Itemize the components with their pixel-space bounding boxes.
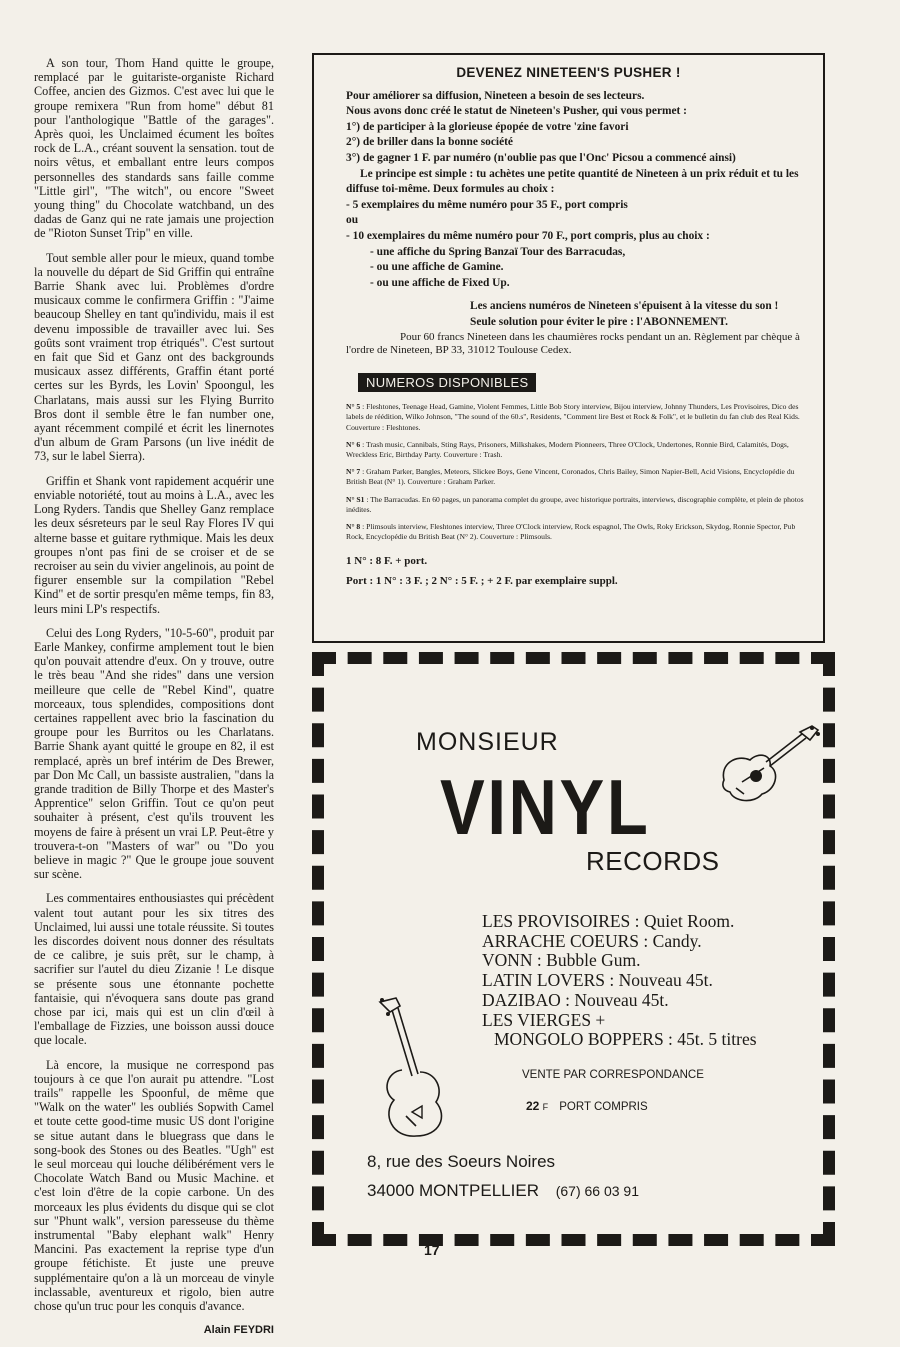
article-column — [34, 56, 274, 1347]
pusher-warning: Les anciens numéros de Nineteen s'épuisent à la vitesse du son ! — [470, 300, 779, 313]
pusher-box — [312, 53, 825, 643]
issue-number: N° 5 — [346, 402, 361, 412]
mail-order-label: VENTE PAR CORRESPONDANCE — [522, 1069, 704, 1081]
mail-order-price — [526, 1099, 648, 1113]
pusher-benefit: 2°) de briller dans la bonne société — [346, 136, 513, 149]
shipping-price: Port : 1 N° : 3 F. ; 2 N° : 5 F. ; + 2 F. par exemplaire suppl. — [346, 574, 618, 587]
pusher-choice: - ou une affiche de Fixed Up. — [370, 276, 510, 289]
guitar-icon — [714, 724, 824, 814]
issue-number: N° 8 — [346, 521, 361, 531]
pusher-or: ou — [346, 214, 359, 227]
article-paragraph: Là encore, la musique ne correspond pas toujours à ce que l'on aurait pu attendre. "Lost trails" rappelle les Spoonful, de même que "Walk on the water" les oubliés Sopwith Camel et toute cette good-time music US dont l'origine se situe autant dans le bluegrass que dans le song-book des Stones ou des Beatles. "Ugh" est le seul morceau qui louche délibérément vers le Chocolate Watch Band ou Music Machine. et c'est loin d'être de la copie carbone. Un des morceaux les plus évidents du disque qui se clot sur "Phunt walk", version paresseuse du thème instrumental "Baby elephant walk" Henry Mancini. Pas exactement la reprise type d'un groupe fétichiste. Et juste une preuve supplémentaire qu'on a là un morceau de vinyle inclassable, aventureux et rigolo, bien autre chose qu'un truc pour les conquis d'avance. — [34, 1057, 274, 1314]
record-item: LATIN LOVERS : Nouveau 45t. — [482, 970, 713, 991]
article-paragraph: Tout semble aller pour le mieux, quand tombe la nouvelle du départ de Sid Griffin qui entraîne Barrie Shank avec lui. Problèmes d'ordre musicaux comme le confirmera Griffin : "J'aime beaucoup Shelley en tant qu'individu, mais il est devenu impossible de travailler avec lui. Ses goûts sont vraiment trop étriqués". C'est surtout en fait que Sid et Ganz ont des backgrounds musicaux assez différents, Graffin étant porté certes sur les Byrds, les Lovin' Spoongul, les Charlatans, mais aussi sur les Flying Burrito Bros dont il semble être le fan number one, ayant récemment compilé et écrit les linernotes d'un album de Gram Parsons (un live inédit de 73, sur le label Sierra). — [34, 250, 274, 464]
shop-phone: (67) 66 03 91 — [555, 1183, 639, 1199]
pusher-warning: Seule solution pour éviter le pire : l'ABONNEMENT. — [470, 315, 728, 328]
price-amount: 22 — [526, 1099, 540, 1113]
records-list — [482, 912, 757, 1050]
pusher-option-2: - 10 exemplaires du même numéro pour 70 F., port compris, plus au choix : — [346, 229, 710, 242]
pusher-title: DEVENEZ NINETEEN'S PUSHER ! — [456, 65, 681, 80]
price-unit: F — [542, 1102, 549, 1112]
pusher-intro: Pour améliorer sa diffusion, Nineteen a besoin de ses lecteurs. — [346, 89, 645, 102]
issue-text: : Plimsouls interview, Fleshtones interview, Three O'Clock interview, Rock espagnol, The Owls, Roky Erickson, Skydog, Ronnie Spector, Pub Rock, Encyclopédie du British Beat (N° 2). Couverture : Plimsouls. — [346, 521, 796, 542]
shop-city-text: 34000 MONTPELLIER — [367, 1181, 539, 1200]
article-paragraph: Griffin et Shank vont rapidement acquérir une enviable notoriété, tout au moins à L.A., avec les Long Ryders. Tandis que Shelley Ganz remplace les deux sésreteurs par le seul Ray Flores IV qui alterne basse et guitare rythmique. Mais les deux groupes n'ont pas fini de se croiser et de se recroiser au sein du vivier angelinois, au point de figurer ensemble sur la compilation "Rebel Kind" et de sortir presqu'en même temps, fin 83, leurs mini LP's respectifs. — [34, 473, 274, 616]
subscription-text: Pour 60 francs Nineteen dans les chaumières rocks pendant un an. Règlement par chèque à l'ordre de Nineteen, BP 33, 31012 Toulouse Cedex. — [346, 330, 800, 356]
pusher-intro: Nous avons donc créé le statut de Nineteen's Pusher, qui vous permet : — [346, 105, 687, 118]
guitar-icon — [372, 996, 452, 1146]
ad-monsieur: MONSIEUR — [416, 728, 559, 756]
issue-text: : Trash music, Cannibals, Sting Rays, Prisoners, Milkshakes, Modern Pionneers, Three O'Clock, Undertones, Ronnie Bird, Calamités, Dogs, Wreckless Eric, Birthday Party. Couverture : Trash. — [346, 439, 789, 459]
pusher-choice: - une affiche du Spring Banzaï Tour des Barracudas, — [370, 245, 626, 258]
issue-item — [346, 495, 809, 515]
record-item: DAZIBAO : Nouveau 45t. — [482, 989, 669, 1010]
pusher-benefit: 3°) de gagner 1 F. par numéro (n'oublie pas que l'Onc' Picsou a commencé ainsi) — [346, 151, 736, 164]
price-note: PORT COMPRIS — [559, 1101, 648, 1113]
issue-item — [346, 467, 809, 487]
ad-records: RECORDS — [586, 846, 720, 876]
pusher-option-1: - 5 exemplaires du même numéro pour 35 F., port compris — [346, 198, 628, 211]
record-item: ARRACHE COEURS : Candy. — [482, 930, 702, 951]
article-paragraph: A son tour, Thom Hand quitte le groupe, remplacé par le guitariste-organiste Richard Coffee, ancien des Gizmos. C'est avec lui que le groupe remixera "Run from home" début 81 pour l'anthologique "Battle of the garages". Après quoi, les Unclaimed écument les boîtes rock de L.A., créant souvent la sensation. tout de noirs vêtus, et emballant entre leurs compos personnelles des standards sans faille comme "Little girl", "The witch", ou encore "Sweet young thing" du Chocolate watchband, un des dadas de Ganz qui ne rate jamais une projection de "Rioton Sunset Trip" en ville. — [34, 56, 274, 241]
issue-number: N° 6 — [346, 439, 361, 449]
pusher-choice: - ou une affiche de Gamine. — [370, 261, 504, 274]
page-number: 17 — [424, 1242, 440, 1258]
record-item: LES PROVISOIRES : Quiet Room. — [482, 911, 735, 931]
pusher-benefit: 1°) de participer à la glorieuse épopée de votre 'zine favori — [346, 120, 629, 133]
shop-address: 8, rue des Soeurs Noires — [367, 1152, 556, 1171]
issue-item — [346, 440, 809, 460]
record-item: LES VIERGES + — [482, 1009, 606, 1030]
issues-heading: NUMEROS DISPONIBLES — [358, 373, 536, 393]
issues-list — [314, 402, 823, 542]
issue-price: 1 N° : 8 F. + port. — [346, 555, 428, 568]
issue-text: : Fleshtones, Teenage Head, Gamine, Violent Femmes, Little Bob Story interview, Bijou interview, Johnny Thunders, Les Provisoires, Dico des labels de réédition, Wilko Johnson, "The sound of the 60.s", Residents, "Comment lire Best et Rock & Folk", et le bulletin du fan club des Real Kids. Couverture : Fleshtones. — [346, 402, 800, 432]
issue-text: : Graham Parker, Bangles, Meteors, Slickee Boys, Gene Vincent, Coronados, Chris Bailey, Simon Napier-Bell, Acid Visions, Encyclopédie du British Beat (N° 1). Couverture : Graham Parker. — [346, 467, 795, 487]
article-paragraph: Celui des Long Ryders, "10-5-60", produit par Earle Mankey, confirme amplement tout le bien qu'on pouvait attendre d'eux. On y trouve, outre le très beau "And she rides" dans une version meilleure que celle de "Rebel Kind", quatre morceaux, tous splendides, compositions dont certaines rappellent avec brio la fascination du groupe pour les Burritos ou les Charlatans. Barrie Shank ayant quitté le groupe en 82, il est remplacé, après un bref intérim de Des Brewer, par Don Mc Call, un bassiste australien, "dans la grande tradition de Billy Thorpe et des Master's Apprentice" selon Griffin. Tout ce qu'on peut souhaiter à présent, c'est qu'ils trouvent les moyens de faire à présent un vrai LP. Peut-être y trouvera-t-on "Masters of war" ou "Do you believe in magic ?" Que le groupe joue souvent sur scène. — [34, 625, 274, 882]
article-paragraph: Les commentaires enthousiastes qui précèdent valent tout autant pour les six titres des Unclaimed, lui aussi une totale réussite. Si toutes les discordes doivent nous donner des résultats de ce calibre, je suis prêt, sur le champ, à sacrifier sur l'autel du dieu Zizanie ! Le disque se présente sous une étonnante pochette fantaisie, qui n'évoquera sans doute pas grand chose par ici, mais qui est un clin d'œil à l'emballage de Fizzies, une boisson aussi douce que locale. — [34, 891, 274, 1048]
pusher-principle: Le principe est simple : tu achètes une petite quantité de Nineteen à un prix réduit et tu les diffuse toi-même. Deux formules au choix : — [346, 167, 799, 196]
issue-item — [346, 522, 809, 542]
ad-vinyl-logo: VINYL — [440, 763, 651, 851]
record-item: VONN : Bubble Gum. — [482, 950, 641, 971]
issue-number: N° S1 — [346, 494, 365, 504]
issue-number: N° 7 — [346, 467, 361, 477]
monsieur-vinyl-ad — [312, 652, 835, 1246]
author-signature: Alain FEYDRI — [203, 1324, 274, 1337]
record-item: MONGOLO BOPPERS : 45t. 5 titres — [494, 1029, 757, 1050]
shop-city — [367, 1181, 639, 1201]
issue-text: : The Barracudas. En 60 pages, un panorama complet du groupe, avec historique portraits, interviews, discographie complète, et plein de photos inédites. — [346, 494, 804, 514]
issue-item — [346, 402, 809, 433]
